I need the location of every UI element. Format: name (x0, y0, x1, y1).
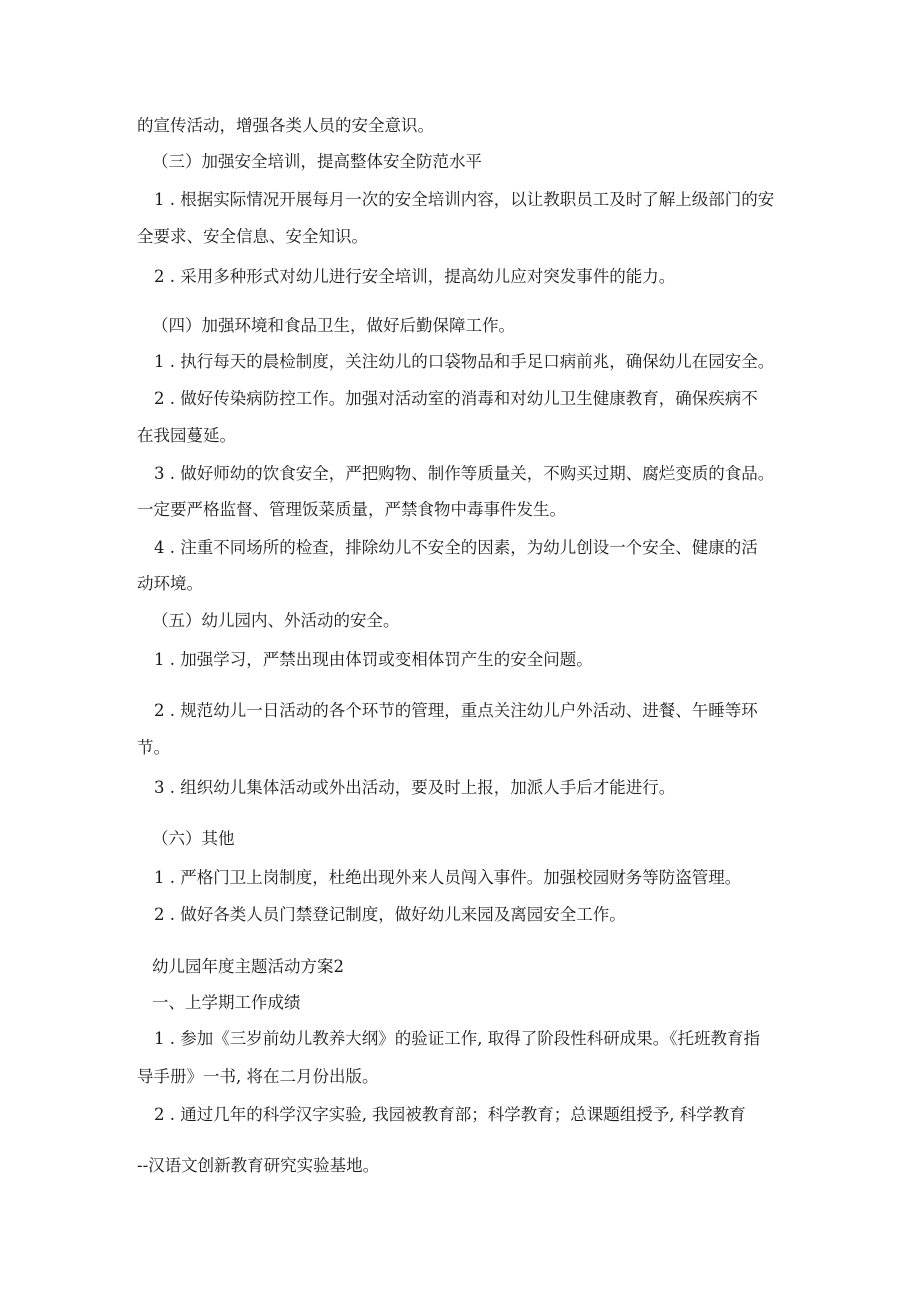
paragraph-line: 的宣传活动，增强各类人员的安全意识。 (137, 116, 434, 135)
list-item-4-1: 1 . 执行每天的晨检制度，关注幼儿的口袋物品和手足口病前兆，确保幼儿在园安全。 (154, 352, 775, 371)
list-item-5-2-cont: 节。 (137, 738, 170, 757)
list-item-5-1: 1 . 加强学习，严禁出现由体罚或变相体罚产生的安全问题。 (154, 650, 593, 669)
list-item-4-2-cont: 在我园蔓延。 (137, 426, 236, 445)
document-title-2: 幼儿园年度主题活动方案2 (152, 957, 344, 976)
list-item-4-2: 2 . 做好传染病防控工作。加强对活动室的消毒和对幼儿卫生健康教育，确保疾病不 (154, 389, 758, 408)
list-item-6-2: 2 . 做好各类人员门禁登记制度，做好幼儿来园及离园安全工作。 (154, 905, 626, 924)
list-item-3-1-cont: 全要求、安全信息、安全知识。 (137, 227, 368, 246)
list-item-1-1-cont: 导手册》一书, 将在二月份出版。 (137, 1067, 379, 1086)
list-item-3-2: 2 . 采用多种形式对幼儿进行安全培训，提高幼儿应对突发事件的能力。 (154, 267, 676, 286)
list-item-1-2: 2 . 通过几年的科学汉字实验, 我园被教育部；科学教育；总课题组授予, 科学教育 (154, 1105, 746, 1124)
list-item-1-1: 1 . 参加《三岁前幼儿教养大纲》的验证工作, 取得了阶段性科研成果。《托班教育指 (154, 1029, 760, 1048)
list-item-5-3: 3 . 组织幼儿集体活动或外出活动，要及时上报，加派人手后才能进行。 (154, 778, 676, 797)
list-item-6-1: 1 . 严格门卫上岗制度，杜绝出现外来人员闯入事件。加强校园财务等防盗管理。 (154, 868, 742, 887)
section-heading-5: （五）幼儿园内、外活动的安全。 (152, 611, 400, 630)
section-heading-1: 一、上学期工作成绩 (152, 993, 301, 1012)
list-item-1-2-cont: --汉语文创新教育研究实验基地。 (137, 1156, 380, 1175)
list-item-4-3: 3 . 做好师幼的饮食安全，严把购物、制作等质量关，不购买过期、腐烂变质的食品。 (154, 464, 775, 483)
list-item-4-4-cont: 动环境。 (137, 574, 203, 593)
list-item-3-1: 1 . 根据实际情况开展每月一次的安全培训内容，以让教职员工及时了解上级部门的安 (154, 190, 775, 209)
section-heading-4: （四）加强环境和食品卫生，做好后勤保障工作。 (152, 316, 515, 335)
section-heading-6: （六）其他 (152, 829, 235, 848)
list-item-4-3-cont: 一定要严格监督、管理饭菜质量，严禁食物中毒事件发生。 (137, 500, 566, 519)
list-item-4-4: 4 . 注重不同场所的检查，排除幼儿不安全的因素，为幼儿创设一个安全、健康的活 (154, 538, 758, 557)
list-item-5-2: 2 . 规范幼儿一日活动的各个环节的管理，重点关注幼儿户外活动、进餐、午睡等环 (154, 701, 758, 720)
section-heading-3: （三）加强安全培训，提高整体安全防范水平 (152, 152, 482, 171)
